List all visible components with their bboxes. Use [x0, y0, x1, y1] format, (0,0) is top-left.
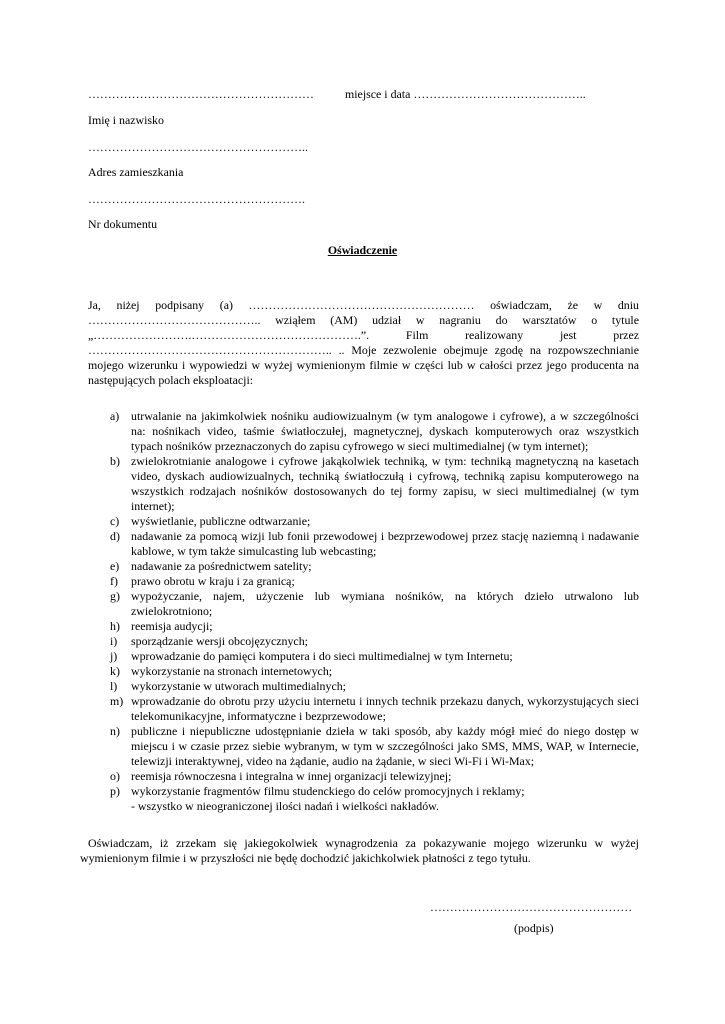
exploitation-fields-list — [110, 409, 639, 814]
list-item-label: g) — [110, 589, 120, 603]
signature-label: (podpis) — [514, 921, 554, 935]
place-date-label: miejsce i data …………………………………….. — [345, 87, 586, 101]
list-item-label: j) — [110, 649, 118, 663]
list-item-text: zwielokrotnianie analogowe i cyfrowe jakąkolwiek techniką, w tym: techniką magnetyczną na kasetach video, dyskach audiowizualnych, techniką światłoczułą i cyfrową, techniką zapisu komputerowego na wszystkich rodzajach nośników dostosowanych do tej formy zapisu, w sieci multimedialnej (w tym internet); — [131, 454, 639, 513]
list-item — [110, 454, 639, 514]
document-number-label: Nr dokumentu — [88, 217, 158, 231]
list-item-text: reemisja równoczesna i integralna w innej organizacji telewizyjnej; — [131, 769, 452, 783]
list-item — [110, 664, 639, 679]
list-item-text: sporządzanie wersji obcojęzycznych; — [131, 634, 308, 648]
list-item — [110, 574, 639, 589]
list-item — [110, 724, 639, 769]
address-label: Adres zamieszkania — [88, 165, 184, 179]
list-item — [110, 649, 639, 664]
list-item-label: a) — [110, 409, 120, 423]
list-item-label: m) — [110, 694, 124, 708]
list-item-text: publiczne i niepubliczne udostępnianie dzieła w taki sposób, aby każdy mógł mieć do niego dostęp w miejscu i w czasie przez siebie wybranym, w tym w szczególności jako SMS, MMS, WAP, w Internecie, telewizji interaktywnej, video na żądanie, audio na żądanie, w sieci Wi-Fi i Wi-Max; — [131, 724, 639, 768]
list-item-text: wykorzystanie fragmentów filmu studenckiego do celów promocyjnych i reklamy; — [131, 784, 525, 798]
intro-line-1: Ja, niżej podpisany (a) ………………………………………………… oświadczam, że w dniu — [88, 298, 639, 312]
list-item-text: utrwalanie na jakimkolwiek nośniku audiowizualnym (w tym analogowe i cyfrowe), a w szczególności na: nośnikach video, taśmie światłoczułej, magnetycznej, dyskach komputerowych oraz wszystkich typach nośników przeznaczonych do zapisu cyfrowego w sieci multimedialnej (w tym internet); — [131, 409, 639, 453]
list-item — [110, 634, 639, 649]
list-item-label: e) — [110, 559, 120, 573]
list-item-label: n) — [110, 724, 120, 738]
list-item-text: reemisja audycji; — [131, 619, 213, 633]
list-item — [110, 619, 639, 634]
list-item — [110, 514, 639, 529]
list-item — [110, 529, 639, 559]
list-item — [110, 769, 639, 784]
list-item — [110, 679, 639, 694]
list-item-text: wyświetlanie, publiczne odtwarzanie; — [131, 514, 311, 528]
closing-paragraph: Oświadczam, iż zrzekam się jakiegokolwiek wynagrodzenia za pokazywanie mojego wizerunku w wyżej wymienionym filmie i w przyszłości nie będę dochodzić jakichkolwiek płatności z tego tytułu. — [80, 836, 639, 865]
list-item-label: k) — [110, 664, 120, 678]
list-item — [110, 694, 639, 724]
list-item-label: f) — [110, 574, 118, 588]
intro-line-3: „…………………….…………………………………….”. Film realizowany jest przez — [88, 328, 639, 342]
page-title: Oświadczenie — [327, 243, 398, 257]
signature-line: …………………………………………… — [430, 900, 633, 914]
list-item — [110, 409, 639, 454]
list-item-text: nadawanie za pomocą wizji lub fonii przewodowej i bezprzewodowej przez stację naziemną i nadawanie kablowe, w tym także simulcasting lub webcasting; — [131, 529, 639, 558]
list-item-text: wykorzystanie w utworach multimedialnych; — [131, 679, 346, 693]
list-item-text: wykorzystanie na stronach internetowych; — [131, 664, 333, 678]
list-item-text: nadawanie za pośrednictwem satelity; — [131, 559, 312, 573]
list-item-label: h) — [110, 619, 120, 633]
list-item-label: b) — [110, 454, 120, 468]
intro-line-2: …………………………………….. wziąłem (AM) udział w nagraniu do warsztatów o tytule — [88, 313, 639, 327]
list-item-label: d) — [110, 529, 120, 543]
list-item-label: l) — [110, 679, 118, 693]
list-item-text: wprowadzanie do obrotu przy użyciu internetu i innych technik przekazu danych, wykorzystujących sieci telekomunikacyjne, informatyczne i bezprzewodowe; — [131, 694, 639, 723]
name-label: Imię i nazwisko — [88, 113, 164, 127]
list-item — [110, 589, 639, 619]
list-item-text: wprowadzanie do pamięci komputera i do sieci multimedialnej w tym Internetu; — [131, 649, 513, 663]
list-item — [110, 784, 639, 799]
intro-paragraph — [88, 298, 639, 388]
list-extra-note: - wszystko w nieograniczonej ilości nadań i wielkości nakładów. — [131, 799, 439, 813]
list-item-text: wypożyczanie, najem, użyczenie lub wymiana nośników, na których dzieło utrwalono lub zwielokrotniono; — [131, 589, 639, 618]
list-item-label: i) — [110, 634, 118, 648]
intro-line-4: …………………………………………………….. .. Moje zezwolenie obejmuje zgodę na rozpowszechnianie — [88, 343, 639, 357]
list-item — [110, 559, 639, 574]
list-item-label: o) — [110, 769, 120, 783]
list-item-text: prawo obrotu w kraju i za granicą; — [131, 574, 295, 588]
address-dots: ………………………………………………. — [88, 192, 306, 206]
place-dots: ………………………………………………… — [88, 87, 314, 101]
list-item-label: c) — [110, 514, 120, 528]
list-item-label: p) — [110, 784, 120, 798]
intro-rest: mojego wizerunku i wypowiedzi w wyżej wymienionym filmie w części lub w całości przez jego producenta na następujących polach eksploatacji: — [88, 358, 639, 387]
name-dots: ……………………………………………….. — [88, 140, 308, 154]
